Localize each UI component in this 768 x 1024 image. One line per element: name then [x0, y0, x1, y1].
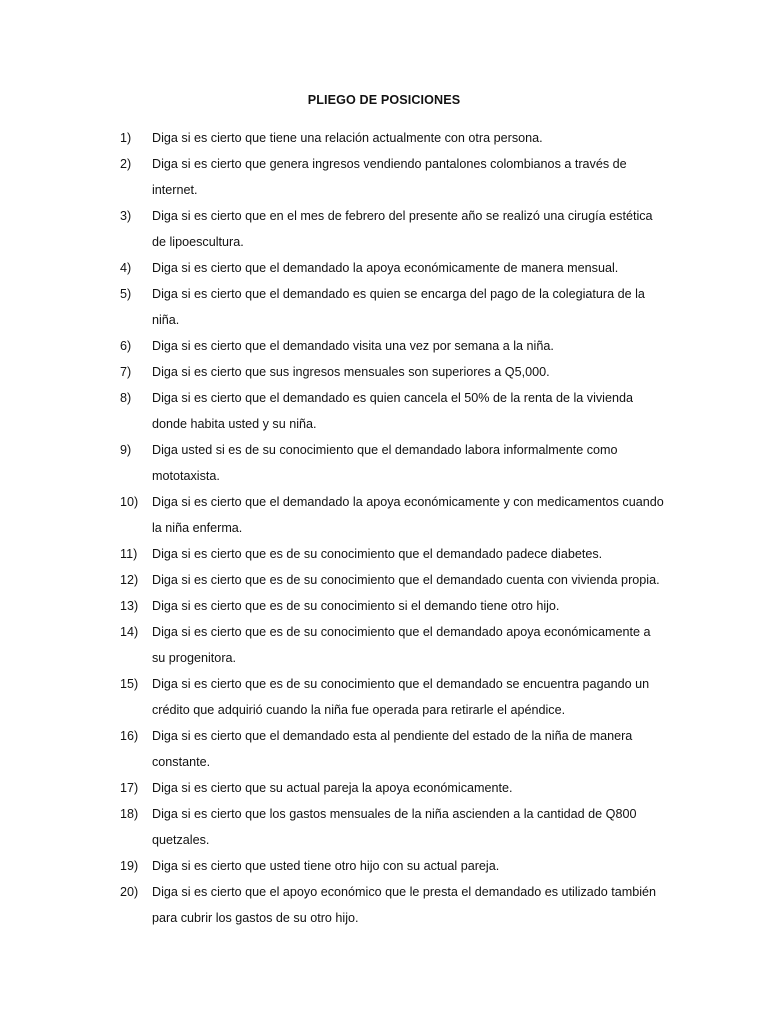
list-item [120, 801, 680, 853]
list-item [120, 333, 680, 359]
item-number: 18) [120, 807, 139, 821]
list-item [120, 723, 680, 775]
positions-list [120, 125, 680, 931]
item-number: 14) [120, 625, 139, 639]
item-number: 16) [120, 729, 139, 743]
item-text: Diga si es cierto que el demandado es quien se encarga del pago de la colegiatura de la niña. [152, 287, 645, 327]
list-item [120, 489, 680, 541]
list-item [120, 255, 680, 281]
item-number: 17) [120, 781, 139, 795]
item-number: 19) [120, 859, 139, 873]
item-text: Diga si es cierto que es de su conocimiento que el demandado se encuentra pagando un crédito que adquirió cuando la niña fue operada para retirarle el apéndice. [152, 677, 650, 717]
item-number: 2) [120, 157, 132, 171]
item-number: 4) [120, 261, 132, 275]
list-item [120, 151, 680, 203]
page-title: PLIEGO DE POSICIONES [307, 93, 461, 107]
list-item [120, 567, 680, 593]
list-item [120, 437, 680, 489]
item-number: 12) [120, 573, 139, 587]
list-item [120, 541, 680, 567]
list-item [120, 125, 680, 151]
item-text: Diga si es cierto que el demandado la apoya económicamente de manera mensual. [152, 261, 619, 275]
item-text: Diga si es cierto que su actual pareja la apoya económicamente. [152, 781, 513, 795]
item-number: 8) [120, 391, 132, 405]
item-number: 1) [120, 131, 132, 145]
item-number: 5) [120, 287, 132, 301]
list-item [120, 879, 680, 931]
item-number: 10) [120, 495, 139, 509]
item-number: 15) [120, 677, 139, 691]
item-text: Diga usted si es de su conocimiento que el demandado labora informalmente como mototaxista. [152, 443, 618, 483]
item-number: 6) [120, 339, 132, 353]
list-item [120, 853, 680, 879]
item-number: 20) [120, 885, 139, 899]
item-text: Diga si es cierto que el apoyo económico que le presta el demandado es utilizado también para cubrir los gastos de su otro hijo. [152, 885, 657, 925]
list-item [120, 671, 680, 723]
item-number: 9) [120, 443, 132, 457]
item-text: Diga si es cierto que es de su conocimiento que el demandado cuenta con vivienda propia. [152, 573, 660, 587]
item-text: Diga si es cierto que en el mes de febrero del presente año se realizó una cirugía estética de lipoescultura. [152, 209, 653, 249]
item-text: Diga si es cierto que usted tiene otro hijo con su actual pareja. [152, 859, 500, 873]
list-item [120, 619, 680, 671]
list-item [120, 775, 680, 801]
item-text: Diga si es cierto que los gastos mensuales de la niña ascienden a la cantidad de Q800 quetzales. [152, 807, 637, 847]
list-item [120, 359, 680, 385]
item-text: Diga si es cierto que el demandado es quien cancela el 50% de la renta de la vivienda donde habita usted y su niña. [152, 391, 633, 431]
item-text: Diga si es cierto que es de su conocimiento que el demandado padece diabetes. [152, 547, 603, 561]
item-number: 3) [120, 209, 132, 223]
item-number: 7) [120, 365, 132, 379]
list-item [120, 385, 680, 437]
item-text: Diga si es cierto que es de su conocimiento que el demandado apoya económicamente a su progenitora. [152, 625, 651, 665]
item-text: Diga si es cierto que sus ingresos mensuales son superiores a Q5,000. [152, 365, 550, 379]
item-text: Diga si es cierto que genera ingresos vendiendo pantalones colombianos a través de internet. [152, 157, 627, 197]
list-item [120, 593, 680, 619]
item-number: 13) [120, 599, 139, 613]
item-text: Diga si es cierto que es de su conocimiento si el demando tiene otro hijo. [152, 599, 560, 613]
item-number: 11) [120, 547, 138, 561]
list-item [120, 281, 680, 333]
item-text: Diga si es cierto que tiene una relación actualmente con otra persona. [152, 131, 543, 145]
item-text: Diga si es cierto que el demandado la apoya económicamente y con medicamentos cuando la niña enferma. [152, 495, 664, 535]
item-text: Diga si es cierto que el demandado visita una vez por semana a la niña. [152, 339, 554, 353]
list-item [120, 203, 680, 255]
item-text: Diga si es cierto que el demandado esta al pendiente del estado de la niña de manera constante. [152, 729, 633, 769]
